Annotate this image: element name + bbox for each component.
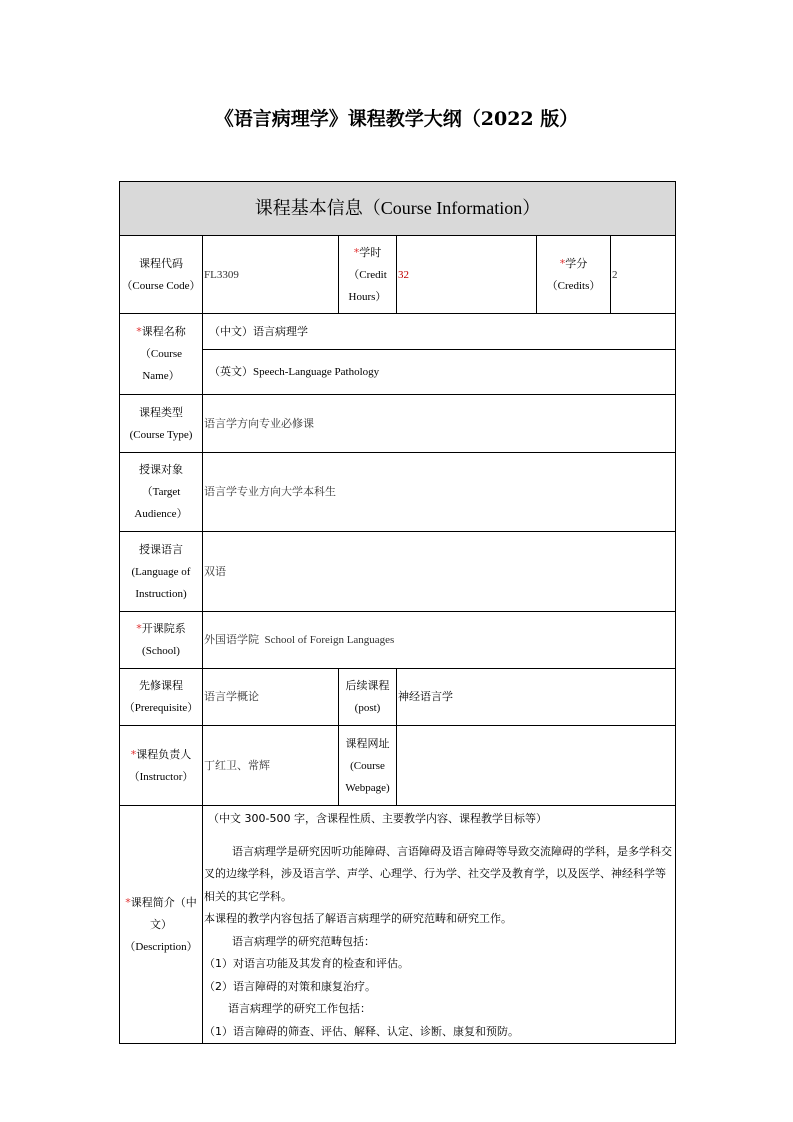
label-cn: 课程代码 [139,256,183,270]
language-label [120,532,203,612]
audience-label [120,453,203,532]
section-header [120,182,676,236]
label-cn: 课程类型 [139,405,183,419]
description-paragraph: 本课程的教学内容包括了解语言病理学的研究范畴和研究工作。 [204,912,512,925]
instructor-value: 丁红卫、常辉 [203,726,339,806]
label-en: Name） [142,370,180,382]
course-type-value: 语言学方向专业必修课 [203,395,676,453]
label-cn: 先修课程 [139,679,183,692]
label-cn: 学时 [359,245,382,259]
label-en: Instruction) [135,587,187,600]
description-paragraph: 语言病理学的研究工作包括： [228,1002,371,1015]
label-cn: 授课对象 [139,463,183,476]
document-title: 《语言病理学》课程教学大纲（2022 版） [214,108,579,130]
required-star: * [136,325,142,338]
description-paragraph: 语言病理学是研究因听功能障碍、言语障碍及语言障碍等导致交流障碍的学科，是多学科交叉的边缘学科，涉及语言学、声学、心理学、行为学、社交学及教育学，以及医学、神经科学等相关的其它学科。 [204,844,672,903]
course-info-table [119,181,676,1044]
required-star: * [353,245,360,259]
course-type-label [120,395,203,453]
label-cn: 文） [150,917,172,931]
header-en: （Course Information） [362,198,541,218]
label-en: （Credits） [546,279,601,292]
description-label [120,806,203,1044]
label-cn: 课程名称 [141,325,186,338]
school-label [120,612,203,669]
label-en: （Course Code） [121,279,201,292]
label-en: Audience） [134,508,188,520]
label-en: （Description） [124,940,198,953]
webpage-label [339,726,397,806]
school-value: 外国语学院 School of Foreign Languages [203,612,676,669]
prerequisite-value: 语言学概论 [203,669,339,726]
prefix: （英文） [209,365,253,378]
course-name-label [120,314,203,395]
label-en: （Target [141,486,181,498]
label-cn: 学分 [565,256,588,270]
instructor-label [120,726,203,806]
description-value [203,806,676,1044]
description-list-item: （1）语言障碍的筛查、评估、解释、认定、诊断、康复和预防。 [204,1024,519,1038]
label-cn: 授课语言 [139,542,183,556]
label-en: （Prerequisite） [123,702,199,714]
label-cn: 课程负责人 [136,747,192,761]
header-cn: 课程基本信息 [254,198,363,219]
course-name-cn: （中文）语言病理学 [203,314,676,350]
required-star: * [559,256,566,270]
name-en: Speech-Language Pathology [253,366,380,378]
post-course-label [339,669,397,726]
description-list-item: （1）对语言功能及其发育的检查和评估。 [204,957,409,970]
credits-label [537,236,611,314]
credit-hours-label [339,236,397,314]
label-en: Webpage) [345,781,390,794]
label-en: (Course [350,759,385,772]
credits-value: 2 [611,236,676,314]
description-paragraph: 语言病理学的研究范畴包括： [232,934,375,948]
course-name-en [203,350,676,395]
course-code-value: FL3309 [203,236,339,314]
label-en: (Course Type) [129,428,193,441]
label-cn: 后续课程 [345,679,390,692]
post-course-value: 神经语言学 [397,669,676,726]
label-en: (Language of [131,565,191,578]
label-cn: 课程简介（中 [130,895,197,909]
label-en: （Instructor） [128,770,194,783]
required-star: * [136,622,142,635]
label-en: Hours） [348,290,387,303]
credit-hours-value: 32 [397,236,537,314]
description-list-item: （2）语言障碍的对策和康复治疗。 [204,979,376,993]
webpage-value [397,726,676,806]
course-code-label [120,236,203,314]
prerequisite-label [120,669,203,726]
label-en: (School) [142,645,180,657]
label-en: （Credit [348,268,387,281]
label-en: （Course [139,348,183,360]
label-cn: 开课院系 [141,622,186,635]
audience-value: 语言学专业方向大学本科生 [203,453,676,532]
label-en: (post) [354,702,381,714]
language-value: 双语 [203,532,676,612]
required-star: * [125,895,131,909]
required-star: * [130,747,137,761]
label-cn: 课程网址 [345,736,390,750]
description-hint: （中文 300-500 字，含课程性质、主要教学内容、课程教学目标等） [208,812,547,825]
